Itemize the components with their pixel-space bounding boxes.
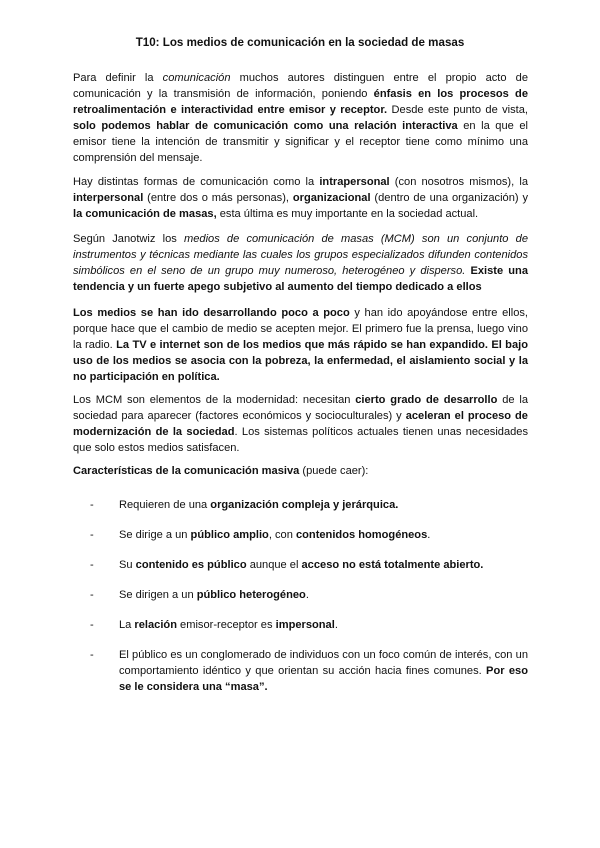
bullet-marker: -	[90, 619, 94, 631]
paragraph-modernity: Los MCM son elementos de la modernidad: necesitan cierto grado de desarrollo de la sociedad para aparecer (factores económicos y socioculturales) y aceleran el proceso de modernización de la sociedad. Los sistemas políticos actuales tienen unas necesidades que solo estos medios satisfacen.	[73, 394, 529, 454]
bullet-marker: -	[90, 649, 94, 661]
paragraph-definition: Para definir la comunicación muchos autores distinguen entre el propio acto de comunicación y la transmisión de información, poniendo énfasis en los procesos de retroalimentación e interactividad entre emisor y receptor. Desde este punto de vista, solo podemos hablar de comunicación como una relación interactiva en la que el emisor tiene la intención de transmitir y significar y el receptor tiene como mínimo una comprensión del mensaje.	[73, 72, 529, 164]
bullet-marker: -	[90, 589, 94, 601]
bullet-marker: -	[90, 529, 94, 541]
bullet-marker: -	[90, 559, 94, 571]
paragraph-janotwiz: Según Janotwiz los medios de comunicación de masas (MCM) son un conjunto de instrumentos y técnicas mediante las cuales los grupos especializados difunden contenidos simbólicos en el seno de un grupo muy numeroso, heterogéneo y disperso. Existe una tendencia y un fuerte apego subjetivo al aumento del tiempo dedicado a ellos	[73, 233, 528, 293]
paragraph-development: Los medios se han ido desarrollando poco a poco y han ido apoyándose entre ellos, porque hace que el cambio de medio se acepten mejor. El primero fue la prensa, luego vino la radio. La TV e internet son de los medios que más rápido se han expandido. El bajo uso de los medios se asocia con la pobreza, la enfermedad, el aislamiento social y la no participación en política.	[73, 307, 528, 383]
section-subheading: Características de la comunicación masiva (puede caer):	[73, 465, 369, 477]
bullet-marker: -	[90, 499, 94, 511]
page-title: T10: Los medios de comunicación en la sociedad de masas	[135, 36, 465, 49]
paragraph-forms: Hay distintas formas de comunicación como la intrapersonal (con nosotros mismos), la interpersonal (entre dos o más personas), organizacional (dentro de una organización) y la comunicación de masas, esta última es muy importante en la sociedad actual.	[73, 176, 528, 220]
document-page: T10: Los medios de comunicación en la sociedad de masas Para definir la comunicación muchos autores distinguen entre el propio acto de comunicación y la transmisión de información, poniendo énfasis en los procesos de retroalimentación e interactividad entre emisor y receptor. Desde este punto de vista, solo podemos hablar de comunicación como una relación interactiva en la que el emisor tiene la intención de transmitir y significar y el receptor tiene como mínimo una comprensión del mensaje. Hay distintas formas de comunicación como la intrapersonal (con nosotros mismos), la interpersonal (entre dos o más personas), organizacional (dentro de una organización) y la comunicación de masas, esta última es muy importante en la sociedad actual. Según Janotwiz los medios de comunicación de masas (MCM) son un conjunto de instrumentos y técnicas mediante las cuales los grupos especializados difunden contenidos simbólicos en el seno de un grupo muy numeroso, heterogéneo y disperso. Existe una tendencia y un fuerte apego subjetivo al aumento del tiempo dedicado a ellos Los medios se han ido desarrollando poco a poco y han ido apoyándose entre ellos, porque hace que el cambio de medio se acepten mejor. El primero fue la prensa, luego vino la radio. La TV e internet son de los medios que más rápido se han expandido. El bajo uso de los medios se asocia con la pobreza, la enfermedad, el aislamiento social y la no participación en política. Los MCM son elementos de la modernidad: necesitan cierto grado de desarrollo de la sociedad para aparecer (factores económicos y socioculturales) y aceleran el proceso de modernización de la sociedad. Los sistemas políticos actuales tienen unas necesidades que solo estos medios satisfacen. Características de la comunicación masiva (puede caer): - Requieren de una organización compleja y jerárquica. - Se dirige a un público amplio, con contenidos homogéneos. - Su contenido es público aunque el acceso no está totalmente abierto. - Se dirigen a un público heterogéneo. - La relación emisor-receptor es impersonal. - El público es un conglomerado de individuos con un foco común de interés, con un comportamiento idéntico y que orientan su acción hacia fines comunes. Por eso se le considera una “masa”.	[0, 0, 600, 848]
